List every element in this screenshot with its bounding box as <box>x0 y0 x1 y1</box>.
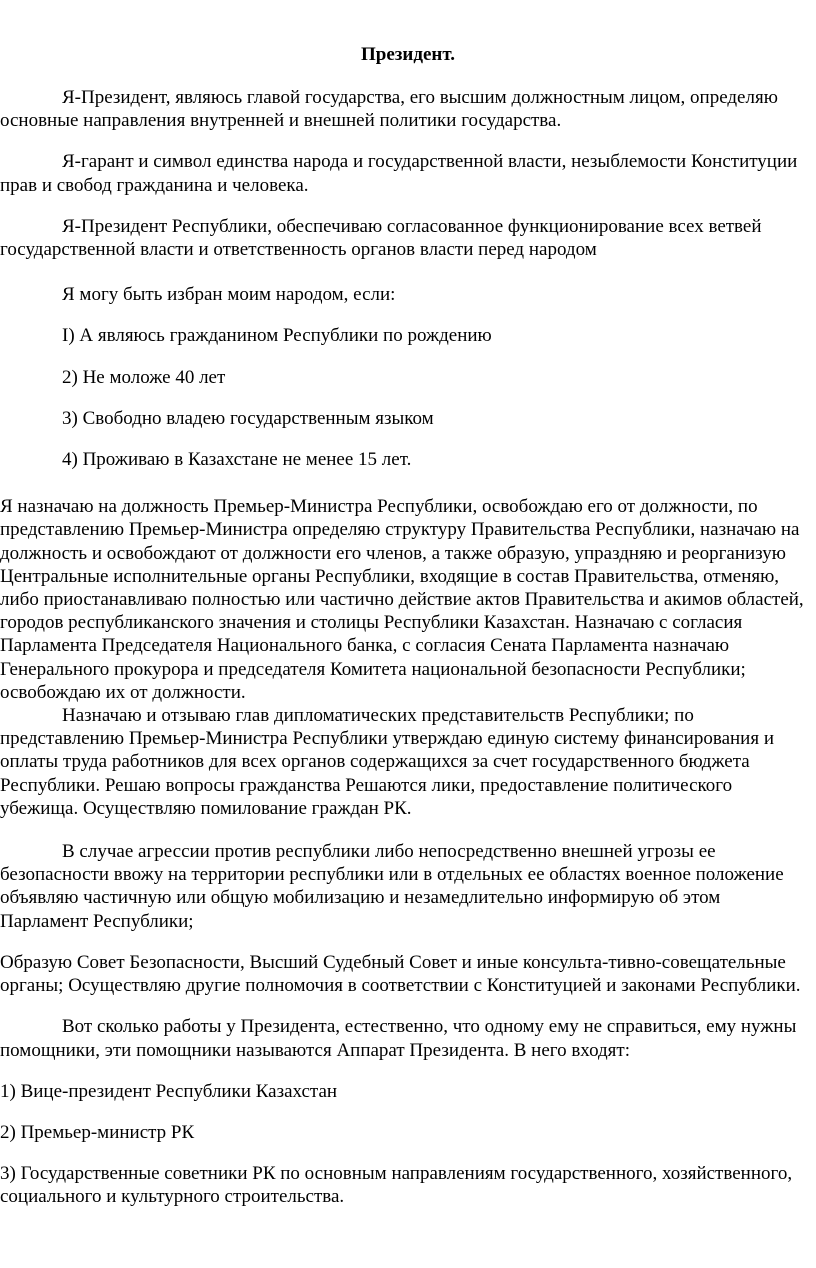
list-item-vice-president: 1) Вице-президент Республики Казахстан <box>0 1080 338 1102</box>
paragraph-security-council: Образую Совет Безопасности, Высший Судебный Совет и иные консульта-тивно-совещательные органы; Осуществляю другие полномочия в соответствии с Конституцией и законами Республики. <box>0 951 801 997</box>
paragraph-president-head: Я-Президент, являюсь главой государства, его высшим должностным лицом, определяю основные направления внутренней и внешней политики государства. <box>0 87 778 132</box>
document-body <box>0 86 806 1209</box>
list-item-age: 2) Не моложе 40 лет <box>62 366 226 388</box>
list-item-state-advisors: 3) Государственные советники РК по основным направлениям государственного, хозяйственного, социального и культурного строительства. <box>0 1163 793 1208</box>
paragraph-administration: Вот сколько работы у Президента, естественно, что одному ему не справиться, ему нужны помощники, эти помощники называются Аппарат Президента. В него входят: <box>0 1016 797 1061</box>
list-item-language: 3) Свободно владею государственным языком <box>62 407 434 429</box>
list-item-citizenship: I) А являюсь гражданином Республики по рождению <box>62 325 492 347</box>
paragraph-guarantor: Я-гарант и символ единства народа и государственной власти, незыблемости Конституции прав и свобод гражданина и человека. <box>0 151 798 196</box>
list-item-residence: 4) Проживаю в Казахстане не менее 15 лет. <box>62 449 412 471</box>
paragraph-coordination: Я-Президент Республики, обеспечиваю согласованное функционирование всех ветвей государственной власти и ответственность органов власти перед народом <box>0 215 762 261</box>
paragraph-eligibility-intro: Я могу быть избран моим народом, если: <box>62 284 396 306</box>
paragraph-aggression: В случае агрессии против республики либо непосредственно внешней угрозы ее безопасности ввожу на территории республики или в отдельных ее областях военное положение объявляю частичную или общую мобилизацию и незамедлительно информирую об этом Парламент Республики; <box>0 841 784 932</box>
document-title: Президент. <box>360 44 455 65</box>
paragraph-appointments: Я назначаю на должность Премьер-Министра Республики, освобождаю его от должности, по представлению Премьер-Министра определяю структуру Правительства Республики, назначаю на должность и освобождают от должности его членов, а также образую, упраздняю и реорганизую Центральные исполнительные органы Республики, входящие в состав Правительства, отменяю, либо приостанавливаю полностью или частично действие актов Правительства и акимов областей, городов республиканского значения и столицы Республики Казахстан. Назначаю с согласия Парламента Председателя Национального банка, с согласия Сената Парламента назначаю Генерального прокурора и председателя Комитета национальной безопасности Республики; освобождаю их от должности. <box>0 496 804 703</box>
paragraph-diplomacy: Назначаю и отзываю глав дипломатических представительств Республики; по представлению Премьер-Министра Республики утверждаю единую систему финансирования и оплаты труда работников для всех органов содержащихся за счет государственного бюджета Республики. Решаю вопросы гражданства Решаются лики, предоставление политического убежища. Осуществляю помилование граждан РК. <box>0 705 774 819</box>
list-item-prime-minister: 2) Премьер-министр РК <box>0 1121 195 1143</box>
